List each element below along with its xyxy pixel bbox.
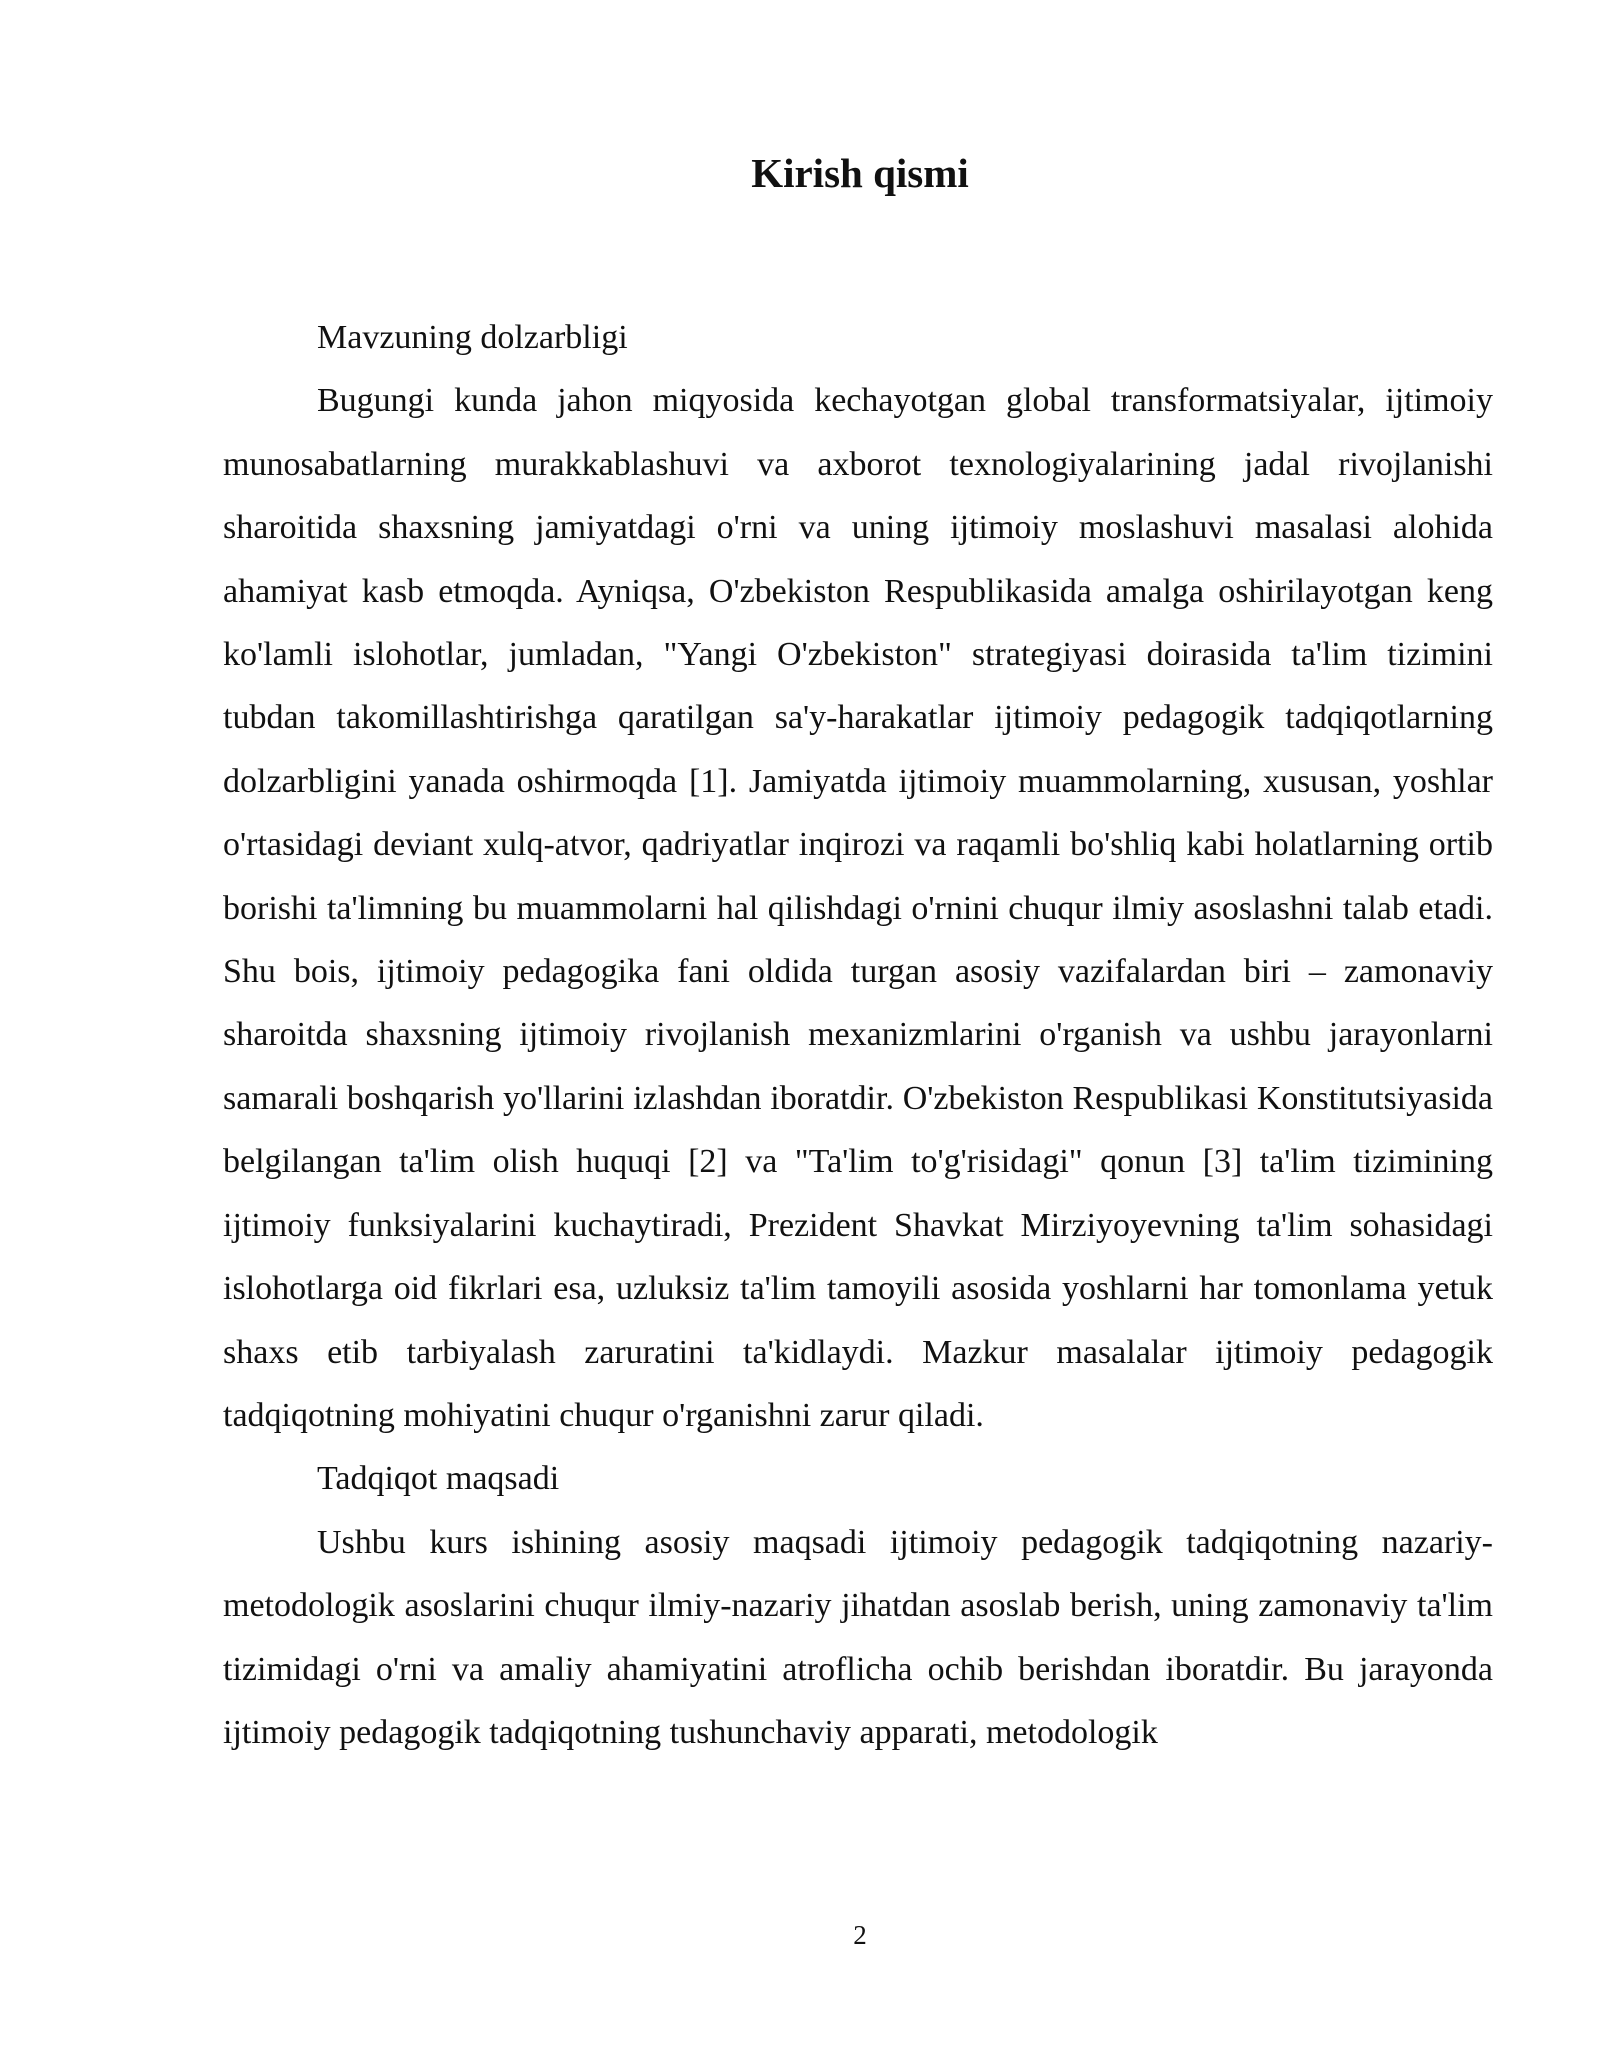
section-heading-relevance: Mavzuning dolzarbligi: [317, 319, 628, 356]
page-number: 2: [853, 1920, 867, 1950]
section-heading-research-goal: Tadqiqot maqsadi: [317, 1460, 560, 1498]
document-body: [223, 306, 1493, 1764]
relevance-paragraph: Bugungi kunda jahon miqyosida kechayotgan global transformatsiyalar, ijtimoiy munosabatlarning murakkablashuvi va axborot texnologiyalarining jadal rivojlanishi sharoitida shaxsning jamiyatdagi o'rni va uning ijtimoiy moslashuvi masalasi alohida ahamiyat kasb etmoqda. Ayniqsa, O'zbekiston Respublikasida amalga oshirilayotgan keng ko'lamli islohotlar, jumladan, "Yangi O'zbekiston" strategiyasi doirasida ta'lim tizimini tubdan takomillashtirishga qaratilgan sa'y-harakatlar ijtimoiy pedagogik tadqiqotlarning dolzarbligini yanada oshirmoqda [1]. Jamiyatda ijtimoiy muammolarning, xususan, yoshlar o'rtasidagi deviant xulq-atvor, qadriyatlar inqirozi va raqamli bo'shliq kabi holatlarning ortib borishi ta'limning bu muammolarni hal qilishdagi o'rnini chuqur ilmiy asoslashni talab etadi. Shu bois, ijtimoiy pedagogika fani oldida turgan asosiy vazifalardan biri – zamonaviy sharoitda shaxsning ijtimoiy rivojlanish mexanizmlarini o'rganish va ushbu jarayonlarni samarali boshqarish yo'llarini izlashdan iboratdir. O'zbekiston Respublikasi Konstitutsiyasida belgilangan ta'lim olish huquqi [2] va "Ta'lim to'g'risidagi" qonun [3] ta'lim tizimining ijtimoiy funksiyalarini kuchaytiradi, Prezident Shavkat Mirziyoyevning ta'lim sohasidagi islohotlarga oid fikrlari esa, uzluksiz ta'lim tamoyili asosida yoshlarni har tomonlama yetuk shaxs etib tarbiyalash zaruratini ta'kidlaydi. Mazkur masalalar ijtimoiy pedagogik tadqiqotning mohiyatini chuqur o'rganishni zarur qiladi.: [223, 382, 1493, 1434]
page-title: Kirish qismi: [751, 150, 969, 196]
research-goal-paragraph: Ushbu kurs ishining asosiy maqsadi ijtimoiy pedagogik tadqiqotning nazariy-metodologik asoslarini chuqur ilmiy-nazariy jihatdan asoslab berish, uning zamonaviy ta'lim tizimidagi o'rni va amaliy ahamiyatini atroflicha ochib berishdan iboratdir. Bu jarayonda ijtimoiy pedagogik tadqiqotning tushunchaviy apparati, metodologik: [223, 1523, 1493, 1751]
